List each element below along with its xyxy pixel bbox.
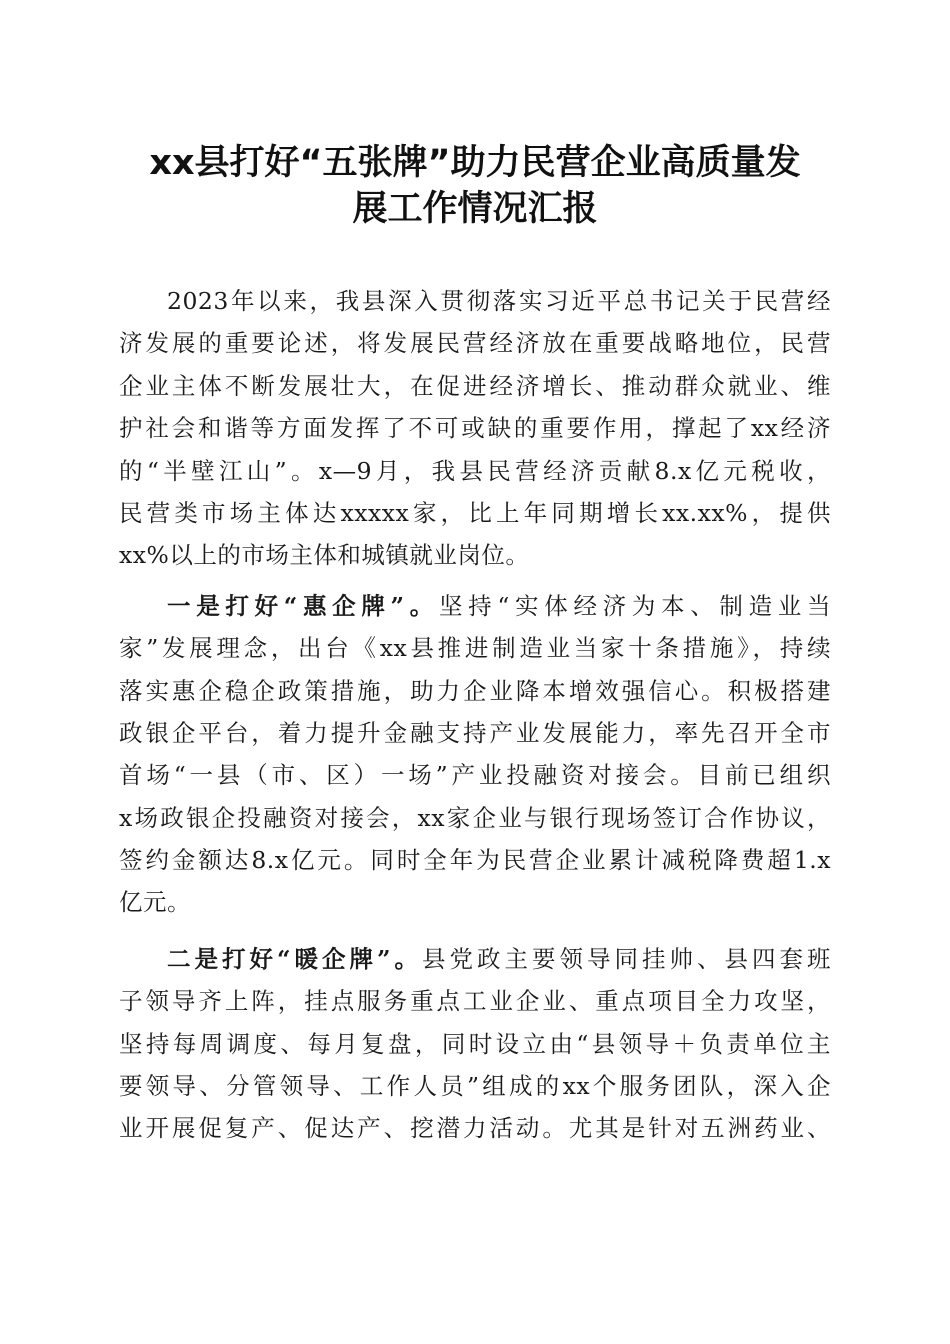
paragraph-line: 首场“一县（市、区）一场”产业投融资对接会。目前已组织 (119, 761, 831, 790)
paragraph-line: 护社会和谐等方面发挥了不可或缺的重要作用，撑起了xx经济 (119, 414, 831, 443)
paragraph-nuanqi (119, 938, 831, 1150)
paragraph-line: 政银企平台，着力提升金融支持产业发展能力，率先召开全市 (119, 718, 831, 747)
paragraph-lead: 一是打好“惠企牌”。 (167, 591, 439, 620)
paragraph-first-line (119, 585, 831, 627)
title-line-1: xx县打好“五张牌”助力民营企业高质量发 (149, 143, 801, 183)
paragraph-line: 坚持每周调度、每月复盘，同时设立由“县领导＋负责单位主 (119, 1029, 831, 1058)
paragraph-line: 要领导、分管领导、工作人员”组成的xx个服务团队，深入企 (119, 1072, 831, 1101)
paragraph-line: 的“半壁江山”。x—9月，我县民营经济贡献8.x亿元税收， (119, 456, 831, 485)
paragraph-intro (119, 280, 831, 577)
paragraph-line: 业开展促复产、促达产、挖潜力活动。尤其是针对五洲药业、 (119, 1114, 831, 1143)
paragraph-line: 亿元。 (119, 888, 191, 917)
paragraph-first-rest: 县党政主要领导同挂帅、县四套班 (422, 944, 831, 973)
document-body (119, 280, 831, 1150)
paragraph-line: 落实惠企稳企政策措施，助力企业降本增效强信心。积极搭建 (119, 676, 831, 705)
document-title (100, 140, 850, 232)
paragraph-line: 2023年以来，我县深入贯彻落实习近平总书记关于民营经 (167, 287, 831, 315)
paragraph-line: 济发展的重要论述，将发展民营经济放在重要战略地位，民营 (119, 329, 831, 358)
paragraph-first-rest: 坚持“实体经济为本、制造业当 (438, 591, 831, 620)
paragraph-lead: 二是打好“暖企牌”。 (167, 944, 423, 973)
paragraph-line: 企业主体不断发展壮大，在促进经济增长、推动群众就业、维 (119, 371, 831, 400)
paragraph-line: 民营类市场主体达xxxxx家，比上年同期增长xx.xx%，提供 (119, 498, 831, 527)
title-line-2: 展工作情况汇报 (352, 189, 598, 229)
paragraph-line: x场政银企投融资对接会，xx家企业与银行现场签订合作协议， (119, 803, 831, 832)
paragraph-line: xx%以上的市场主体和城镇就业岗位。 (119, 541, 530, 570)
paragraph-line: 家”发展理念，出台《xx县推进制造业当家十条措施》，持续 (119, 634, 831, 663)
paragraph-huiqi (119, 585, 831, 924)
paragraph-first-line (119, 938, 831, 980)
paragraph-line: 签约金额达8.x亿元。同时全年为民营企业累计减税降费超1.x (119, 846, 831, 875)
paragraph-line: 子领导齐上阵，挂点服务重点工业企业、重点项目全力攻坚， (119, 987, 831, 1016)
